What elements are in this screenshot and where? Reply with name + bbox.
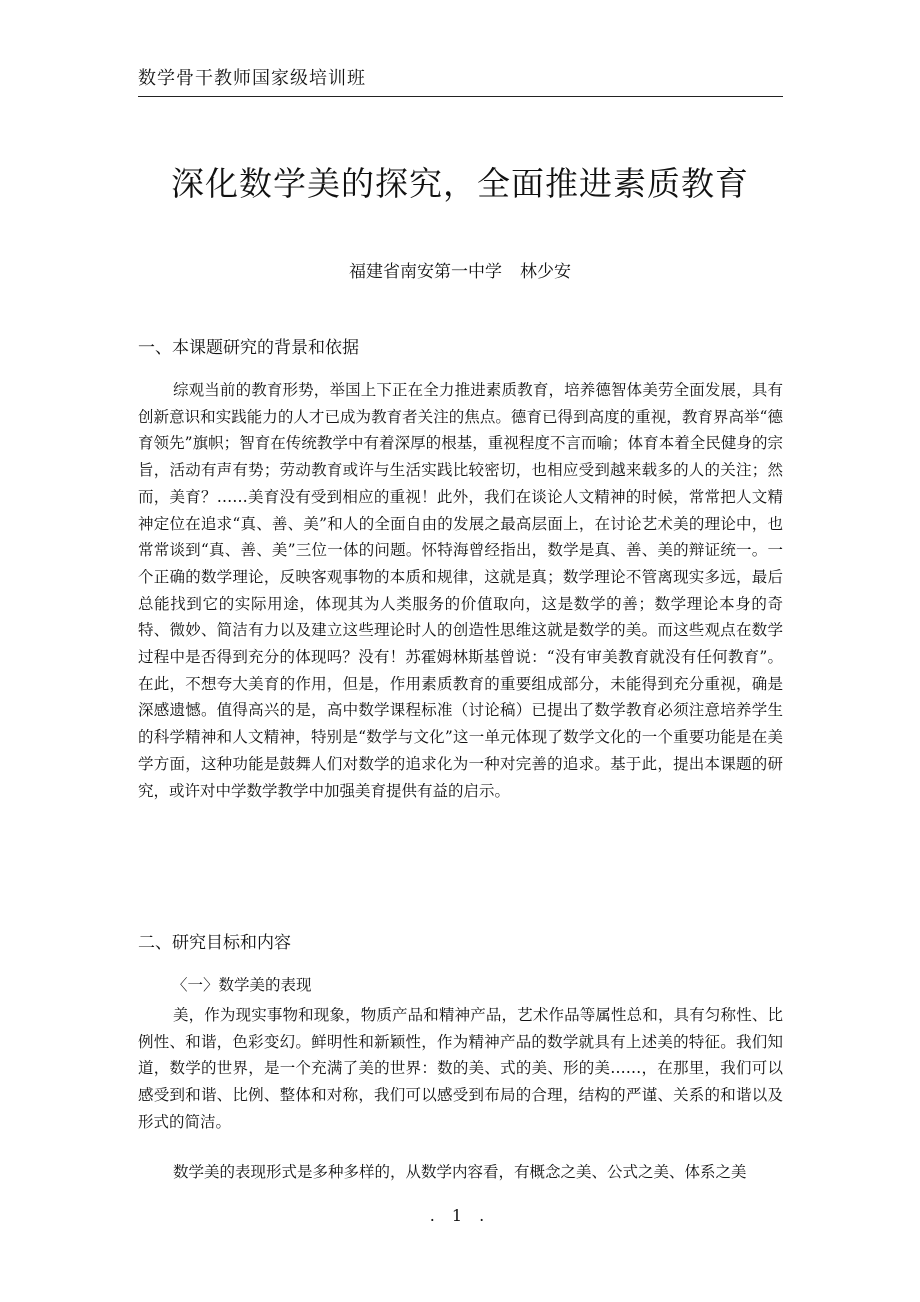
section-2-heading: 二、研究目标和内容 xyxy=(138,933,291,953)
subsection-1-heading: 〈一〉数学美的表现 xyxy=(172,976,312,994)
affiliation: 福建省南安第一中学 xyxy=(349,262,502,282)
running-header: 数学骨干教师国家级培训班 xyxy=(138,64,783,97)
author-name: 林少安 xyxy=(520,262,571,282)
page-number: . 1 . xyxy=(429,1206,491,1225)
section-2-paragraph-2: 数学美的表现形式是多种多样的，从数学内容看，有概念之美、公式之美、体系之美 xyxy=(173,1163,747,1181)
section-1-heading: 一、本课题研究的背景和依据 xyxy=(138,338,359,358)
author-line xyxy=(0,257,920,282)
section-1-paragraph: 综观当前的教育形势，举国上下正在全力推进素质教育，培养德智体美劳全面发展，具有创新意识和实践能力的人才已成为教育者关注的焦点。德育已得到高度的重视，教育界高举“德育领先”旗帜；智育在传统教学中有着深厚的根基，重视程度不言而喻；体育本着全民健身的宗旨，活动有声有势；劳动教育或许与生活实践比较密切，也相应受到越来载多的人的关注；然而，美育？……美育没有受到相应的重视！此外，我们在谈论人文精神的时候，常常把人文精神定位在追求“真、善、美”和人的全面自由的发展之最高层面上，在讨论艺术美的理论中，也常常谈到“真、善、美”三位一体的问题。怀特海曾经指出，数学是真、善、美的辩证统一。一个正确的数学理论，反映客观事物的本质和规律，这就是真；数学理论不管离现实多远，最后总能找到它的实际用途，体现其为人类服务的价值取向，这是数学的善；数学理论本身的奇特、微妙、简洁有力以及建立这些理论时人的创造性思维这就是数学的美。而这些观点在数学过程中是否得到充分的体现吗？没有！苏霍姆林斯基曾说：“没有审美教育就没有任何教育”。在此，不想夸大美育的作用，但是，作用素质教育的重要组成部分，未能得到充分重视，确是深感遗憾。值得高兴的是，高中数学课程标准（讨论稿）已提出了数学教育必须注意培养学生的科学精神和人文精神，特别是“数学与文化”这一单元体现了数学文化的一个重要功能是在美学方面，这种功能是鼓舞人们对数学的追求化为一种对完善的追求。基于此，提出本课题的研究，或许对中学数学教学中加强美育提供有益的启示。 xyxy=(138,381,783,800)
document-title: 深化数学美的探究，全面推进素质教育 xyxy=(171,164,749,203)
section-2-paragraph-1: 美，作为现实事物和现象，物质产品和精神产品，艺术作品等属性总和，具有匀称性、比例性、和谐，色彩变幻。鲜明性和新颖性，作为精神产品的数学就具有上述美的特征。我们知道，数学的世界，是一个充满了美的世界：数的美、式的美、形的美……，在那里，我们可以感受到和谐、比例、整体和对称，我们可以感受到布局的合理，结构的严谨、关系的和谐以及形式的简洁。 xyxy=(138,1006,783,1131)
